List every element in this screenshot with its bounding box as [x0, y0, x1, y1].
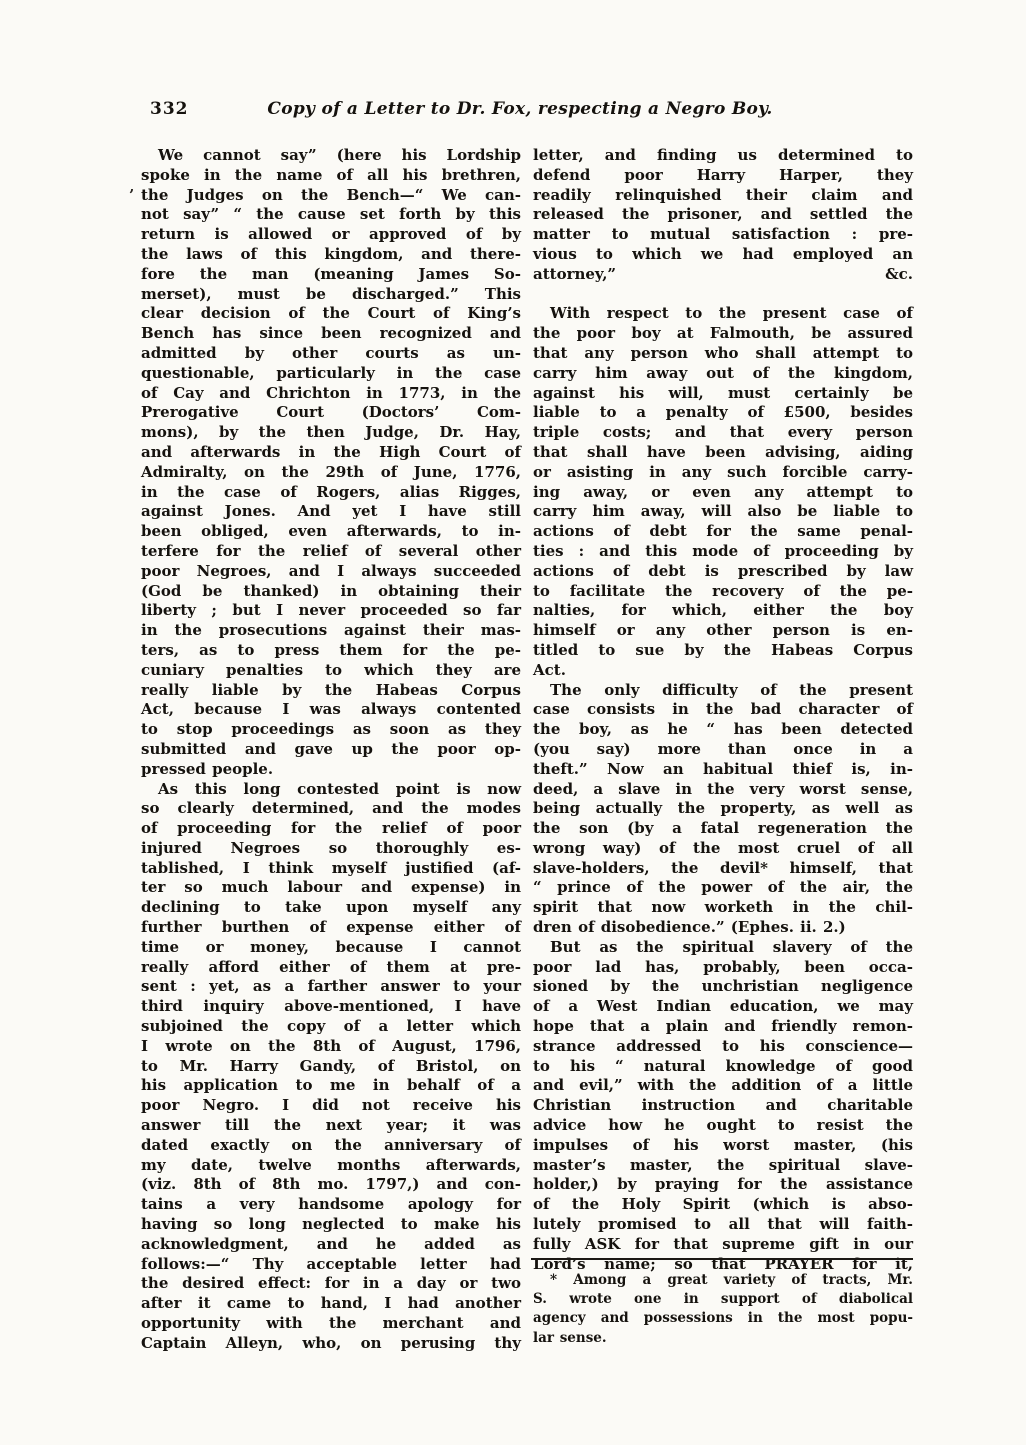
- text-line: theft.” Now an habitual thief is, in-: [533, 759, 913, 778]
- paragraph: [533, 304, 913, 680]
- text-line: I wrote on the 8th of August, 1796,: [141, 1036, 521, 1055]
- text-line: Act, because I was always contented: [141, 700, 521, 719]
- text-line: himself or any other person is en-: [533, 621, 913, 640]
- text-line: “ prince of the power of the air, the: [533, 878, 913, 897]
- text-line: my date, twelve months afterwards,: [141, 1155, 521, 1174]
- text-line: fully ASK for that supreme gift in our: [533, 1234, 913, 1253]
- text-line: slave-holders, the devil* himself, that: [533, 858, 913, 877]
- text-line: of proceeding for the relief of poor: [141, 819, 521, 838]
- text-line: against Jones. And yet I have still: [141, 502, 521, 521]
- text-line: hope that a plain and friendly remon-: [533, 1017, 913, 1036]
- text-line: subjoined the copy of a letter which: [141, 1017, 521, 1036]
- text-line: that shall have been advising, aiding: [533, 442, 913, 461]
- text-line: in the prosecutions against their mas-: [141, 621, 521, 640]
- ink-speck: ’: [129, 186, 135, 204]
- text-line: fore the man (meaning James So-: [141, 264, 521, 283]
- text-line: lutely promised to all that will faith-: [533, 1215, 913, 1234]
- text-line: actions of debt for the same penal-: [533, 522, 913, 541]
- left-column: [141, 146, 521, 1354]
- text-line: the poor boy at Falmouth, be assured: [533, 324, 913, 343]
- text-line: ing away, or even any attempt to: [533, 482, 913, 501]
- text-line: or asisting in any such forcible carry-: [533, 462, 913, 481]
- right-column: [533, 146, 913, 1274]
- text-line: the laws of this kingdom, and there-: [141, 244, 521, 263]
- text-line: dated exactly on the anniversary of: [141, 1135, 521, 1154]
- text-line: mons), by the then Judge, Dr. Hay,: [141, 423, 521, 442]
- text-line: dren of disobedience.” (Ephes. ii. 2.): [533, 918, 846, 937]
- text-line: triple costs; and that every person: [533, 423, 913, 442]
- page-header-title: Copy of a Letter to Dr. Fox, respecting a Negro Boy.: [267, 99, 773, 119]
- paragraph: [141, 146, 521, 780]
- text-line: (you say) more than once in a: [533, 739, 913, 758]
- text-line: [533, 285, 913, 305]
- text-line: liable to a penalty of £500, besides: [533, 403, 913, 422]
- text-line: But as the spiritual slavery of the: [550, 937, 913, 956]
- text-line: Admiralty, on the 29th of June, 1776,: [141, 462, 521, 481]
- text-line: return is allowed or approved of by: [141, 225, 521, 244]
- text-line: merset), must be discharged.” This: [141, 284, 521, 303]
- text-line: in the case of Rogers, alias Rigges,: [141, 482, 521, 501]
- footnote: [533, 1271, 913, 1348]
- text-line: not say” “ the cause set forth by this: [141, 205, 521, 224]
- text-line: master’s master, the spiritual slave-: [533, 1155, 913, 1174]
- text-line: cuniary penalties to which they are: [141, 660, 521, 679]
- text-line: of the Holy Spirit (which is abso-: [533, 1195, 913, 1214]
- text-line: titled to sue by the Habeas Corpus: [533, 640, 913, 659]
- text-line: Act.: [533, 660, 566, 679]
- text-line: The only difficulty of the present: [550, 680, 913, 699]
- text-line: and afterwards in the High Court of: [141, 442, 521, 461]
- text-line: carry him away out of the kingdom,: [533, 363, 913, 382]
- text-line: spoke in the name of all his brethren,: [141, 165, 521, 184]
- text-line: Christian instruction and charitable: [533, 1096, 913, 1115]
- text-line: answer till the next year; it was: [141, 1116, 521, 1135]
- text-line: strance addressed to his conscience—: [533, 1036, 913, 1055]
- text-line: so clearly determined, and the modes: [141, 799, 521, 818]
- text-line: that any person who shall attempt to: [533, 343, 913, 362]
- text-line: matter to mutual satisfaction : pre-: [533, 225, 913, 244]
- text-line: case consists in the bad character of: [533, 700, 913, 719]
- text-line: (viz. 8th of 8th mo. 1797,) and con-: [141, 1175, 521, 1194]
- text-line: Captain Alleyn, who, on perusing thy: [141, 1333, 521, 1352]
- text-line: S. wrote one in support of diabolical: [533, 1291, 913, 1308]
- text-line: advice how he ought to resist the: [533, 1116, 913, 1135]
- text-line: to Mr. Harry Gandy, of Bristol, on: [141, 1056, 521, 1075]
- footnote-divider: [531, 1258, 913, 1260]
- text-line: being actually the property, as well as: [533, 799, 913, 818]
- text-line: follows:—“ Thy acceptable letter had: [141, 1254, 521, 1273]
- text-line: tains a very handsome apology for: [141, 1195, 521, 1214]
- text-line: after it came to hand, I had another: [141, 1294, 521, 1313]
- text-line: tablished, I think myself justified (af-: [141, 858, 521, 877]
- text-line: poor Negroes, and I always succeeded: [141, 561, 521, 580]
- paragraph: [533, 146, 913, 304]
- text-line: to stop proceedings as soon as they: [141, 720, 521, 739]
- text-line: nalties, for which, either the boy: [533, 601, 913, 620]
- text-line: of a West Indian education, we may: [533, 997, 913, 1016]
- text-line: spirit that now worketh in the chil-: [533, 898, 913, 917]
- text-line: to facilitate the recovery of the pe-: [533, 581, 913, 600]
- text-line: sent : yet, as a farther answer to your: [141, 977, 521, 996]
- text-line: Bench has since been recognized and: [141, 324, 521, 343]
- text-line: time or money, because I cannot: [141, 937, 521, 956]
- text-line: ties : and this mode of proceeding by: [533, 541, 913, 560]
- text-line: We cannot say” (here his Lordship: [158, 146, 521, 164]
- text-line: submitted and gave up the poor op-: [141, 739, 521, 758]
- paragraph: [533, 1271, 913, 1348]
- text-line: been obliged, even afterwards, to in-: [141, 522, 521, 541]
- text-line: poor Negro. I did not receive his: [141, 1096, 521, 1115]
- text-line: having so long neglected to make his: [141, 1215, 521, 1234]
- text-line: As this long contested point is now: [158, 779, 521, 798]
- text-line: further burthen of expense either of: [141, 918, 521, 937]
- text-line: injured Negroes so thoroughly es-: [141, 838, 521, 857]
- text-line: released the prisoner, and settled the: [533, 205, 913, 224]
- text-line: attorney,” &c.: [533, 264, 913, 283]
- paragraph: [533, 938, 913, 1275]
- paragraph: [533, 681, 913, 938]
- text-line: actions of debt is prescribed by law: [533, 561, 913, 580]
- paragraph: [141, 780, 521, 1354]
- text-line: terfere for the relief of several other: [141, 541, 521, 560]
- text-line: declining to take upon myself any: [141, 898, 521, 917]
- text-line: acknowledgment, and he added as: [141, 1234, 521, 1253]
- text-line: questionable, particularly in the case: [141, 363, 521, 382]
- text-line: the son (by a fatal regeneration the: [533, 819, 913, 838]
- text-line: deed, a slave in the very worst sense,: [533, 779, 913, 798]
- text-line: poor lad has, probably, been occa-: [533, 957, 913, 976]
- text-line: his application to me in behalf of a: [141, 1076, 521, 1095]
- text-line: carry him away, will also be liable to: [533, 502, 913, 521]
- text-line: holder,) by praying for the assistance: [533, 1175, 913, 1194]
- text-line: and evil,” with the addition of a little: [533, 1076, 913, 1095]
- text-line: With respect to the present case of: [550, 304, 913, 323]
- text-line: third inquiry above-mentioned, I have: [141, 997, 521, 1016]
- text-line: against his will, must certainly be: [533, 383, 913, 402]
- text-line: the boy, as he “ has been detected: [533, 720, 913, 739]
- text-line: wrong way) of the most cruel of all: [533, 838, 913, 857]
- text-line: lar sense.: [533, 1329, 607, 1346]
- text-line: Lord’s name; so that PRAYER for it,: [533, 1254, 913, 1273]
- text-line: impulses of his worst master, (his: [533, 1135, 913, 1154]
- text-line: really liable by the Habeas Corpus: [141, 680, 521, 699]
- text-line: ter so much labour and expense) in: [141, 878, 521, 897]
- text-line: of Cay and Chrichton in 1773, in the: [141, 383, 521, 402]
- text-line: opportunity with the merchant and: [141, 1314, 521, 1333]
- text-line: clear decision of the Court of King’s: [141, 304, 521, 323]
- text-line: ters, as to press them for the pe-: [141, 640, 521, 659]
- text-line: agency and possessions in the most popu-: [533, 1310, 913, 1327]
- text-line: the Judges on the Bench—“ We can-: [141, 185, 521, 204]
- text-line: Prerogative Court (Doctors’ Com-: [141, 403, 521, 422]
- text-line: really afford either of them at pre-: [141, 957, 521, 976]
- text-line: * Among a great variety of tracts, Mr.: [550, 1272, 913, 1288]
- text-line: vious to which we had employed an: [533, 244, 913, 263]
- text-line: defend poor Harry Harper, they: [533, 165, 913, 184]
- page-number: 332: [150, 99, 189, 119]
- text-line: pressed people.: [141, 759, 274, 778]
- text-line: sioned by the unchristian negligence: [533, 977, 913, 996]
- text-line: liberty ; but I never proceeded so far: [141, 601, 521, 620]
- text-line: admitted by other courts as un-: [141, 343, 521, 362]
- text-line: letter, and finding us determined to: [533, 146, 913, 164]
- text-line: the desired effect: for in a day or two: [141, 1274, 521, 1293]
- text-line: readily relinquished their claim and: [533, 185, 913, 204]
- text-line: to his “ natural knowledge of good: [533, 1056, 913, 1075]
- text-line: (God be thanked) in obtaining their: [141, 581, 521, 600]
